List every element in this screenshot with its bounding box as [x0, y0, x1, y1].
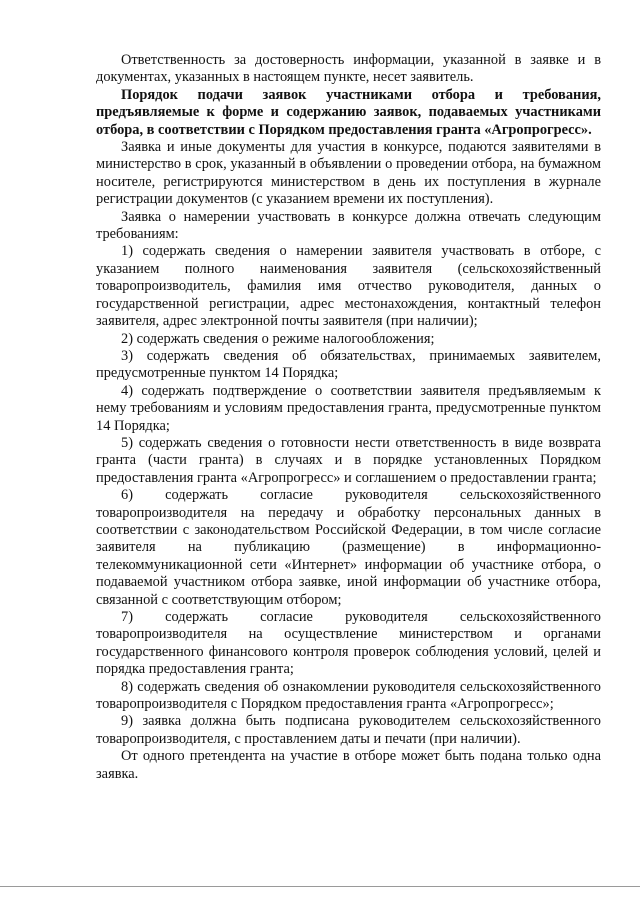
paragraph-submission: Заявка и иные документы для участия в конкурсе, подаются заявителями в министерство в срок, указанный в объявлении о проведении отбора, на бумажном носителе, регистрируются министерством в день их поступления в журнале регистрации документов (с указанием времени их поступления). [96, 139, 601, 208]
list-item-1: 1) содержать сведения о намерении заявителя участвовать в отборе, с указанием полного наименования заявителя (сельскохозяйственный товаропроизводитель, фамилия имя отчество руководителя, данных о государственной регистрации, адрес местонахождения, контактный телефон заявителя, адрес электронной почты заявителя (при наличии); [96, 243, 601, 330]
paragraph-responsibility: Ответственность за достоверность информации, указанной в заявке и в документах, указанных в настоящем пункте, несет заявитель. [96, 52, 601, 86]
list-item-4: 4) содержать подтверждение о соответствии заявителя предъявляемым к нему требованиям и условиям предоставления гранта, предусмотренные пунктом 14 Порядка; [96, 382, 601, 434]
page-bottom-rule [0, 886, 640, 887]
list-item-6: 6) содержать согласие руководителя сельскохозяйственного товаропроизводителя на передачу и обработку персональных данных в соответствии с законодательством Российской Федерации, в том числе согласие заявителя на публикацию (размещение) в информационно-телекоммуникационной сети «Интернет» информации об участнике отбора, о подаваемой участником отбора заявке, иной информации об участнике отбора, связанной с соответствующим отбором; [96, 487, 601, 608]
section-heading: Порядок подачи заявок участниками отбора и требования, предъявляемые к форме и содержанию заявок, подаваемых участниками отбора, в соответствии с Порядком предоставления гранта «Агропрогресс». [96, 86, 601, 138]
list-item-2: 2) содержать сведения о режиме налогообложения; [121, 330, 435, 347]
document-page [96, 52, 601, 783]
paragraph-requirements-intro: Заявка о намерении участвовать в конкурсе должна отвечать следующим требованиям: [96, 208, 601, 243]
list-item-9: 9) заявка должна быть подписана руководителем сельскохозяйственного товаропроизводителя, с проставлением даты и печати (при наличии). [96, 713, 601, 747]
list-item-5: 5) содержать сведения о готовности нести ответственность в виде возврата гранта (части гранта) в случаях и в порядке установленных Порядком предоставления гранта «Агропрогресс» и соглашением о предоставлении гранта; [96, 434, 601, 486]
paragraph-single-application: От одного претендента на участие в отборе может быть подана только одна заявка. [96, 748, 601, 782]
list-item-8: 8) содержать сведения об ознакомлении руководителя сельскохозяйственного товаропроизводителя с Порядком предоставления гранта «Агропрогресс»; [96, 678, 601, 713]
list-item-7: 7) содержать согласие руководителя сельскохозяйственного товаропроизводителя на осуществление министерством и органами государственного финансового контроля проверок соблюдения условий, целей и порядка предоставления гранта; [96, 609, 601, 678]
list-item-3: 3) содержать сведения об обязательствах, принимаемых заявителем, предусмотренные пунктом 14 Порядка; [96, 347, 601, 382]
